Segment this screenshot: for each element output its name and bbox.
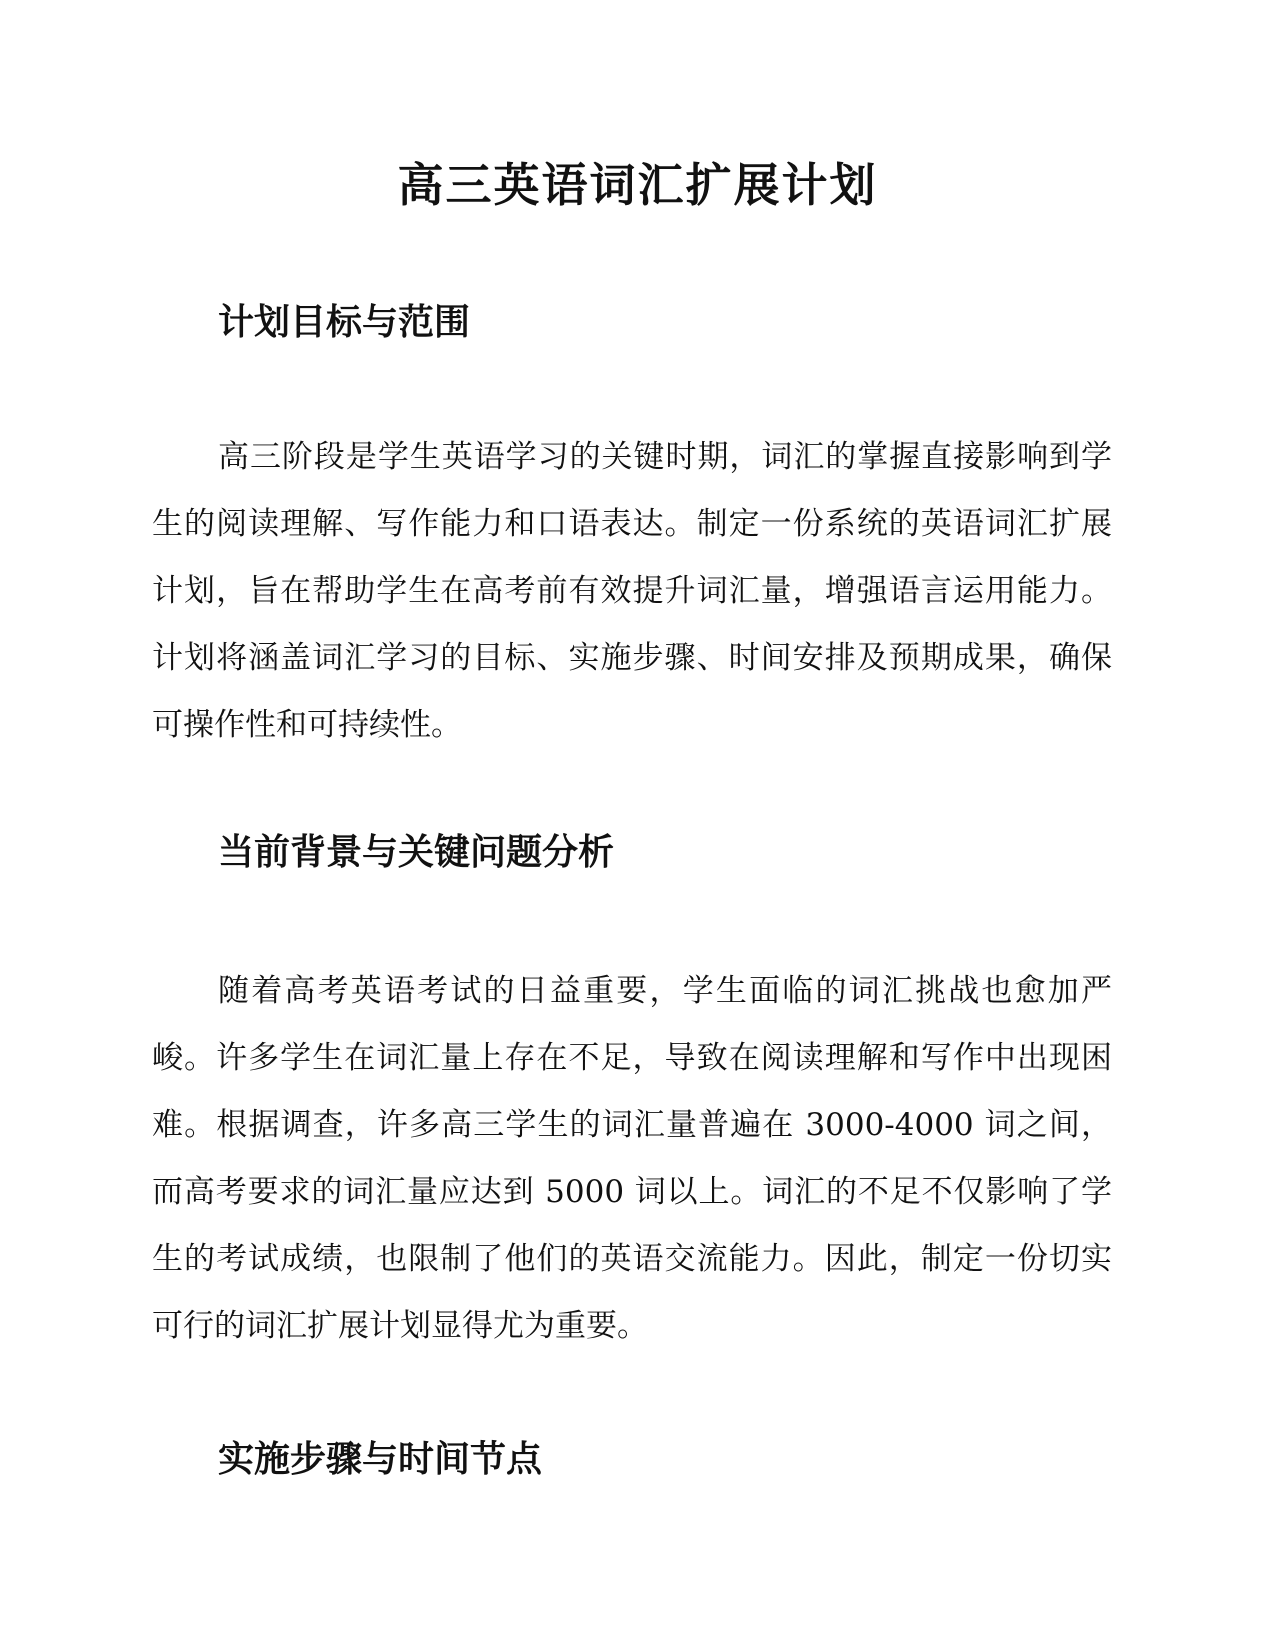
section-paragraph-background: 随着高考英语考试的日益重要，学生面临的词汇挑战也愈加严峻。许多学生在词汇量上存在不足，导致在阅读理解和写作中出现困难。根据调查，许多高三学生的词汇量普遍在 3000-4000 词之间，而高考要求的词汇量应达到 5000 词以上。词汇的不足不仅影响了学生的考试成绩，也限制了他们的英语交流能力。因此，制定一份切实可行的词汇扩展计划显得尤为重要。 [152, 973, 1112, 1344]
document-title: 高三英语词汇扩展计划 [397, 158, 878, 212]
section-paragraph-goals: 高三阶段是学生英语学习的关键时期，词汇的掌握直接影响到学生的阅读理解、写作能力和口语表达。制定一份系统的英语词汇扩展计划，旨在帮助学生在高考前有效提升词汇量，增强语言运用能力。计划将涵盖词汇学习的目标、实施步骤、时间安排及预期成果，确保可操作性和可持续性。 [152, 439, 1112, 743]
section-heading-background: 当前背景与关键问题分析 [218, 832, 615, 873]
section-heading-goals: 计划目标与范围 [218, 302, 471, 343]
section-heading-steps: 实施步骤与时间节点 [218, 1439, 543, 1480]
